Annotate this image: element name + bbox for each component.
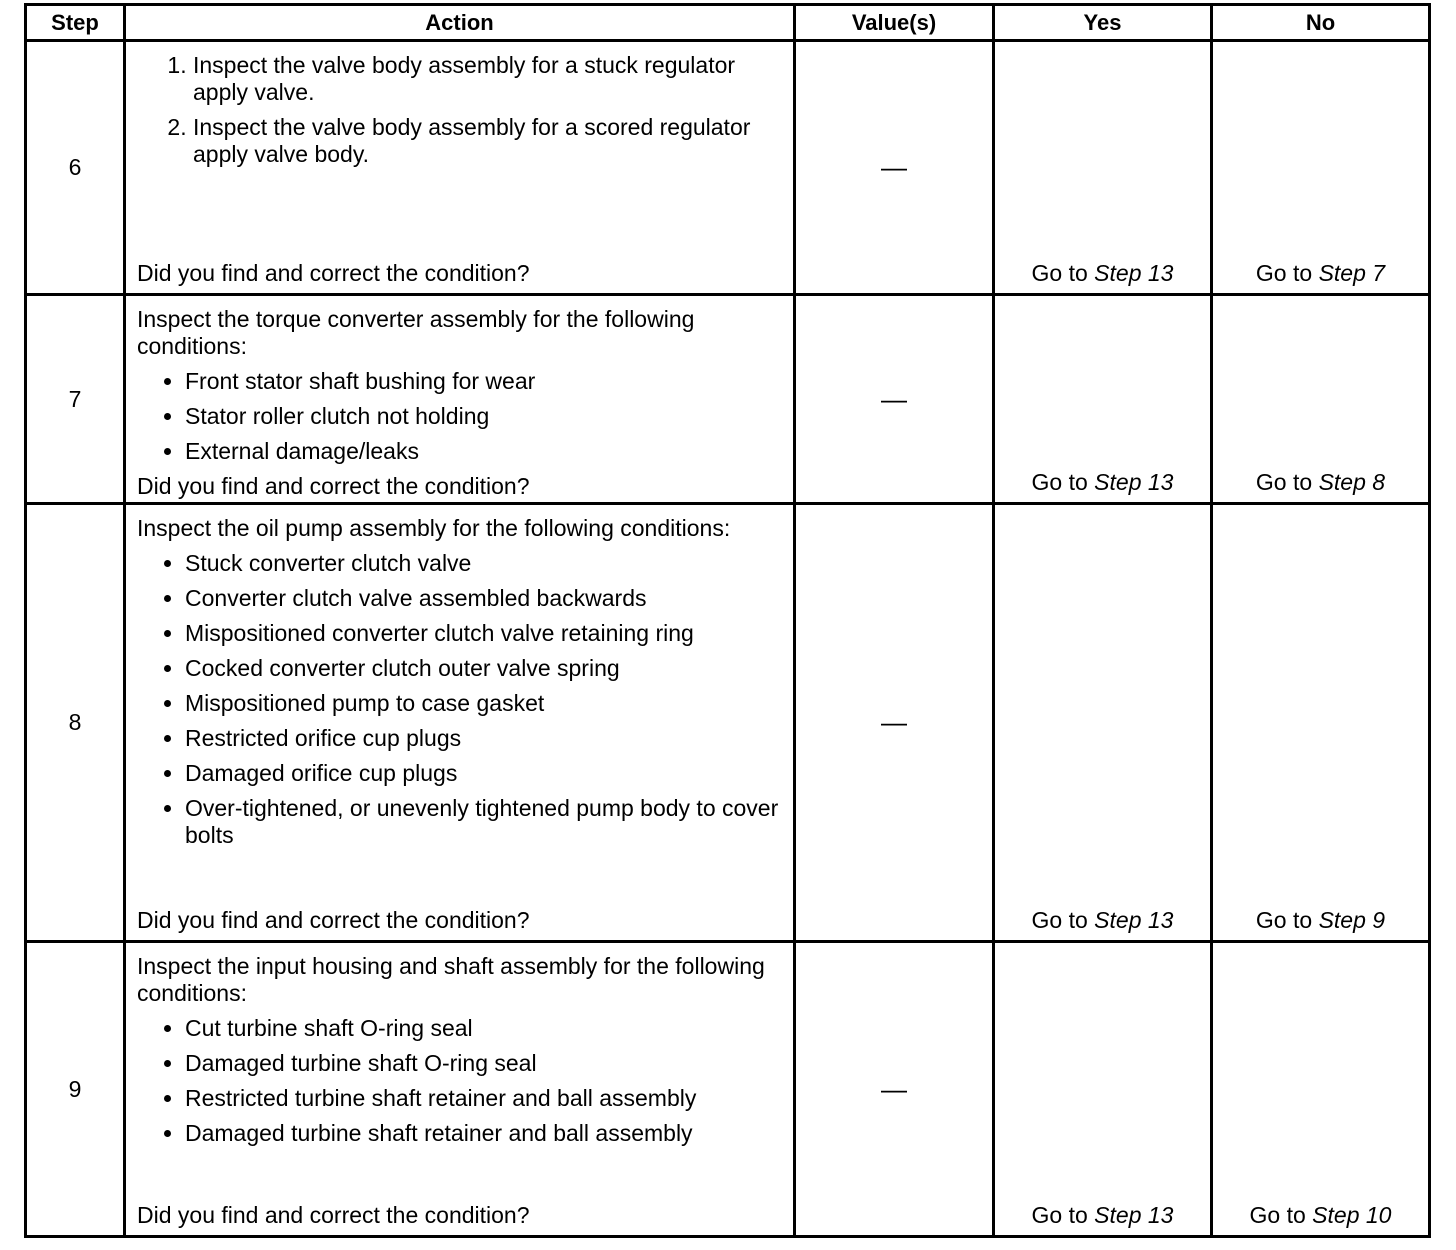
- numbered-list: [137, 52, 783, 176]
- list-item: • Mispositioned converter clutch valve retaining ring: [185, 620, 783, 647]
- step-reference: Step 8: [1318, 469, 1386, 495]
- value-cell: —: [795, 41, 994, 295]
- header-yes: Yes: [994, 5, 1212, 41]
- value-cell: —: [795, 295, 994, 504]
- action-body: [137, 953, 783, 1155]
- table-row: [26, 504, 1430, 942]
- step-reference: Step 9: [1318, 907, 1386, 933]
- action-cell: [125, 504, 795, 942]
- step-number: 8: [26, 504, 125, 942]
- header-no: No: [1212, 5, 1430, 41]
- no-goto: [1256, 469, 1385, 502]
- table-row: [26, 295, 1430, 504]
- no-cell: [1212, 942, 1430, 1237]
- no-cell: [1212, 295, 1430, 504]
- value-cell: —: [795, 942, 994, 1237]
- goto-prefix: Go to: [1031, 260, 1088, 286]
- yes-goto: [1032, 907, 1174, 940]
- goto-prefix: Go to: [1031, 907, 1088, 933]
- yes-cell: [994, 295, 1212, 504]
- list-item: • External damage/leaks: [185, 438, 783, 465]
- list-item: • Stator roller clutch not holding: [185, 403, 783, 430]
- action-question: Did you find and correct the condition?: [137, 260, 530, 286]
- yes-goto: [1032, 260, 1174, 293]
- step-number: 6: [26, 41, 125, 295]
- list-item: 2. Inspect the valve body assembly for a scored regulator apply valve body.: [193, 114, 783, 168]
- yes-goto: [1032, 469, 1174, 502]
- no-cell: [1212, 41, 1430, 295]
- step-number: 9: [26, 942, 125, 1237]
- diagnostic-table: [24, 3, 1431, 1238]
- list-item: • Cut turbine shaft O-ring seal: [185, 1015, 783, 1042]
- action-intro: Inspect the torque converter assembly for the following conditions:: [137, 306, 695, 359]
- goto-prefix: Go to: [1031, 469, 1088, 495]
- list-item: • Converter clutch valve assembled backwards: [185, 585, 783, 612]
- list-item: • Damaged turbine shaft retainer and ball assembly: [185, 1120, 783, 1147]
- goto-prefix: Go to: [1031, 1202, 1088, 1228]
- list-item: • Cocked converter clutch outer valve spring: [185, 655, 783, 682]
- action-cell: [125, 942, 795, 1237]
- step-reference: Step 13: [1094, 260, 1174, 286]
- list-item: • Restricted orifice cup plugs: [185, 725, 783, 752]
- action-body: [137, 515, 783, 857]
- header-value: Value(s): [795, 5, 994, 41]
- yes-cell: [994, 41, 1212, 295]
- action-question: Did you find and correct the condition?: [137, 907, 530, 933]
- action-body: [137, 306, 783, 473]
- goto-prefix: Go to: [1255, 260, 1313, 286]
- list-item: • Stuck converter clutch valve: [185, 550, 783, 577]
- step-reference: Step 10: [1312, 1202, 1392, 1228]
- condition-list: [137, 1015, 783, 1147]
- action-content: [126, 42, 793, 293]
- header-row: [26, 5, 1430, 41]
- condition-list: [137, 550, 783, 849]
- yes-cell: [994, 942, 1212, 1237]
- action-content: [126, 505, 793, 940]
- step-reference: Step 13: [1094, 469, 1174, 495]
- table-row: [26, 41, 1430, 295]
- goto-prefix: Go to: [1255, 907, 1313, 933]
- list-item: • Front stator shaft bushing for wear: [185, 368, 783, 395]
- goto-prefix: Go to: [1249, 1202, 1306, 1228]
- action-intro: Inspect the input housing and shaft assembly for the following conditions:: [137, 953, 765, 1006]
- header-step: Step: [26, 5, 125, 41]
- action-question: Did you find and correct the condition?: [137, 1202, 530, 1228]
- condition-list: [137, 368, 783, 465]
- no-goto: [1256, 907, 1385, 940]
- action-question: Did you find and correct the condition?: [137, 473, 530, 499]
- no-goto: [1250, 1202, 1392, 1235]
- table-body: [26, 41, 1430, 1237]
- action-content: [126, 296, 793, 502]
- action-cell: [125, 295, 795, 504]
- yes-cell: [994, 504, 1212, 942]
- step-number: 7: [26, 295, 125, 504]
- no-goto: [1256, 260, 1385, 293]
- value-cell: —: [795, 504, 994, 942]
- no-cell: [1212, 504, 1430, 942]
- table-header: [26, 5, 1430, 41]
- list-item: • Damaged turbine shaft O-ring seal: [185, 1050, 783, 1077]
- step-reference: Step 7: [1318, 260, 1386, 286]
- action-intro: Inspect the oil pump assembly for the following conditions:: [137, 515, 731, 541]
- list-item: 1. Inspect the valve body assembly for a stuck regulator apply valve.: [193, 52, 783, 106]
- list-item: • Damaged orifice cup plugs: [185, 760, 783, 787]
- goto-prefix: Go to: [1255, 469, 1313, 495]
- action-cell: [125, 41, 795, 295]
- list-item: • Over-tightened, or unevenly tightened pump body to cover bolts: [185, 795, 783, 849]
- list-item: • Restricted turbine shaft retainer and ball assembly: [185, 1085, 783, 1112]
- table-row: [26, 942, 1430, 1237]
- list-item: • Mispositioned pump to case gasket: [185, 690, 783, 717]
- yes-goto: [1032, 1202, 1174, 1235]
- step-reference: Step 13: [1094, 907, 1174, 933]
- action-content: [126, 943, 793, 1235]
- header-action: Action: [125, 5, 795, 41]
- step-reference: Step 13: [1094, 1202, 1174, 1228]
